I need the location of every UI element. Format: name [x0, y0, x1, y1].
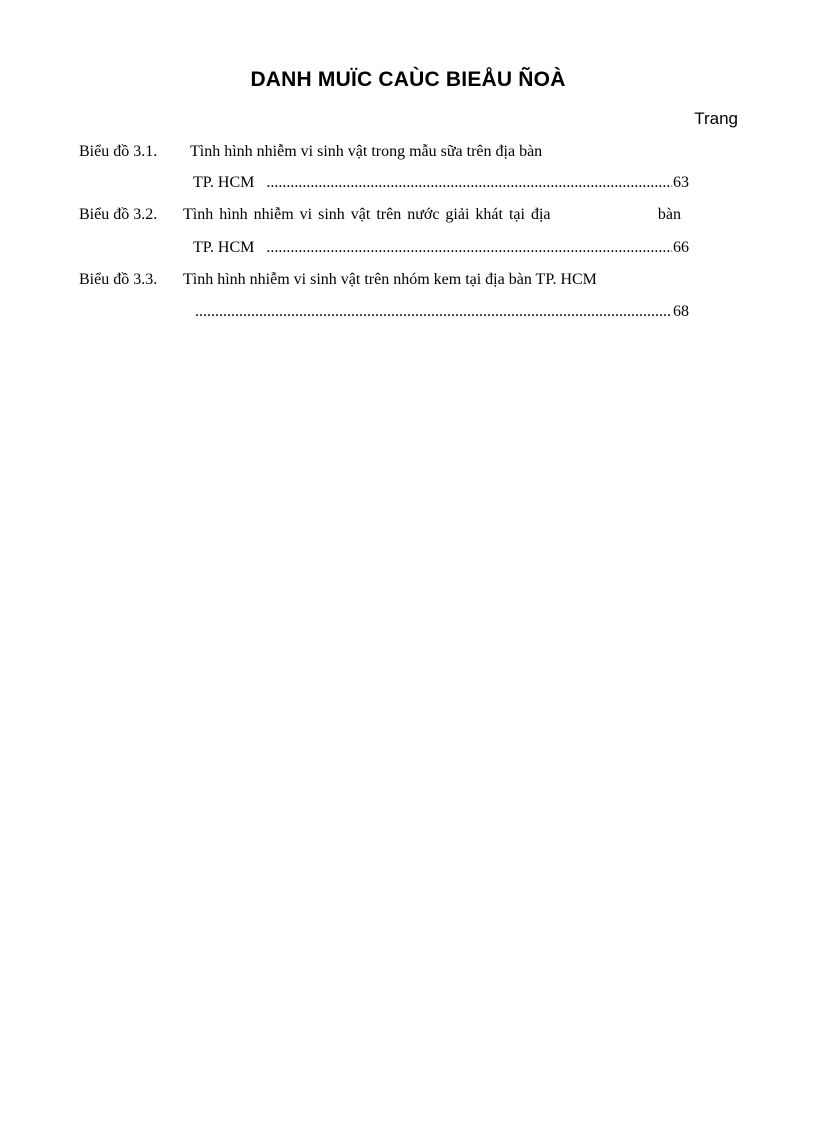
entry-label: Biểu đồ 3.1.: [79, 143, 158, 160]
toc-entry-3-3-line1[interactable]: [79, 270, 689, 290]
toc-entry-3-1-line2[interactable]: [193, 173, 689, 193]
toc-entry-3-1-line1[interactable]: [79, 142, 689, 162]
entry-title: Tình hình nhiễm vi sinh vật trên nhóm kem tại địa bàn TP. HCM: [183, 271, 597, 288]
leader-dots: [195, 302, 672, 322]
entry-label: Biểu đồ 3.2.: [79, 206, 158, 223]
entry-label: Biểu đồ 3.3.: [79, 271, 158, 288]
entry-page-number: 63: [673, 174, 689, 191]
leader-dots: [266, 173, 672, 193]
entry-title-continued: TP. HCM: [193, 239, 255, 256]
toc-entry-3-2-line2[interactable]: [193, 238, 689, 258]
page-column-label: Trang: [694, 109, 738, 128]
entry-title: Tình hình nhiễm vi sinh vật trong mẫu sữa trên địa bàn: [190, 143, 543, 160]
entry-title-end: bàn: [657, 206, 681, 223]
page-title: DANH MUÏC CAÙC BIEÅU ÑOÀ: [250, 68, 566, 91]
toc-entry-3-3-line2[interactable]: [195, 302, 689, 322]
entry-title-continued: TP. HCM: [193, 174, 255, 191]
entry-title: Tình hình nhiễm vi sinh vật trên nước giải khát tại địa: [183, 206, 551, 223]
entry-page-number: 68: [673, 303, 689, 320]
leader-dots: [266, 238, 672, 258]
toc-entry-3-2-line1[interactable]: [79, 205, 689, 225]
entry-page-number: 66: [673, 239, 689, 256]
